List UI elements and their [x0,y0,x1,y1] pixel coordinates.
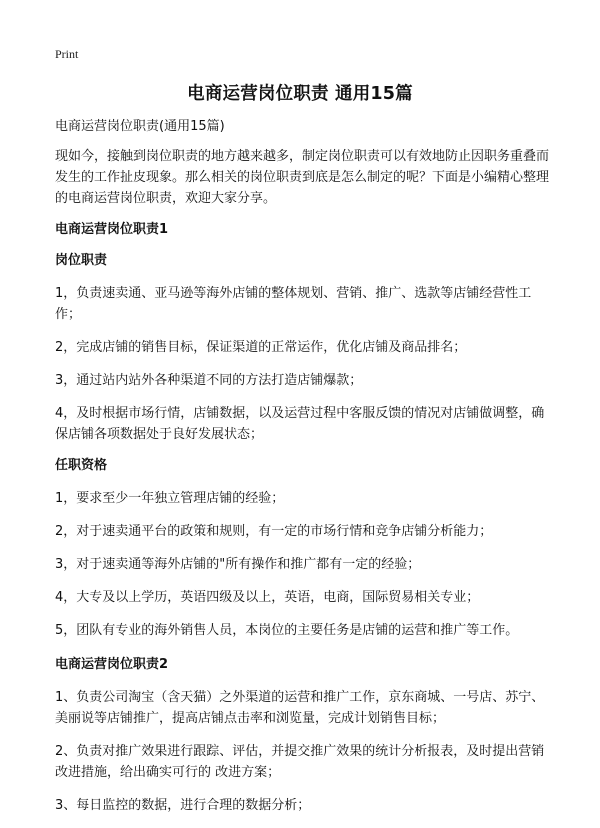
document-body [55,118,555,828]
qualification-item-2: 2，对于速卖通平台的政策和规则，有一定的市场行情和竞争店铺分析能力； [55,524,493,539]
document-subtitle: 电商运营岗位职责(通用15篇) [55,119,225,134]
section-2-item-3: 3、每日监控的数据，进行合理的数据分析； [55,798,311,813]
qualification-item-5: 5，团队有专业的海外销售人员，本岗位的主要任务是店铺的运营和推广等工作。 [55,623,519,638]
section-2-item-1: 1、负责公司淘宝（含天猫）之外渠道的运营和推广工作，京东商城、一号店、苏宁、美丽说等店铺推广，提高店铺点击率和浏览量，完成计划销售目标； [55,690,545,726]
duties-heading: 岗位职责 [55,253,108,268]
qualification-item-1: 1，要求至少一年独立管理店铺的经验； [55,491,285,506]
section-1-title: 电商运营岗位职责1 [55,222,169,237]
section-2-item-2: 2、负责对推广效果进行跟踪、评估，并提交推广效果的统计分析报表，及时提出营销改进措施，给出确实可行的 改进方案； [55,744,545,780]
duty-item-1: 1，负责速卖通、亚马逊等海外店铺的整体规划、营销、推广、选款等店铺经营性工作； [55,286,532,322]
intro-paragraph: 现如今，接触到岗位职责的地方越来越多，制定岗位职责可以有效地防止因职务重叠而发生的工作扯皮现象。那么相关的岗位职责到底是怎么制定的呢？下面是小编精心整理的电商运营岗位职责，欢迎大家分享。 [55,149,550,206]
document-title: 电商运营岗位职责 通用15篇 [187,84,413,104]
qualification-item-4: 4，大专及以上学历，英语四级及以上，英语，电商，国际贸易相关专业； [55,590,480,605]
duty-item-3: 3，通过站内站外各种渠道不同的方法打造店铺爆款； [55,373,363,388]
print-label: Print [55,47,79,61]
section-2-title: 电商运营岗位职责2 [55,657,169,672]
qualification-item-3: 3，对于速卖通等海外店铺的"所有操作和推广都有一定的经验； [55,557,421,572]
duty-item-4: 4，及时根据市场行情，店铺数据，以及运营过程中客服反馈的情况对店铺做调整，确保店铺各项数据处于良好发展状态； [55,406,545,442]
duty-item-2: 2，完成店铺的销售目标，保证渠道的正常运作，优化店铺及商品排名； [55,340,467,355]
qualifications-heading: 任职资格 [55,458,108,473]
